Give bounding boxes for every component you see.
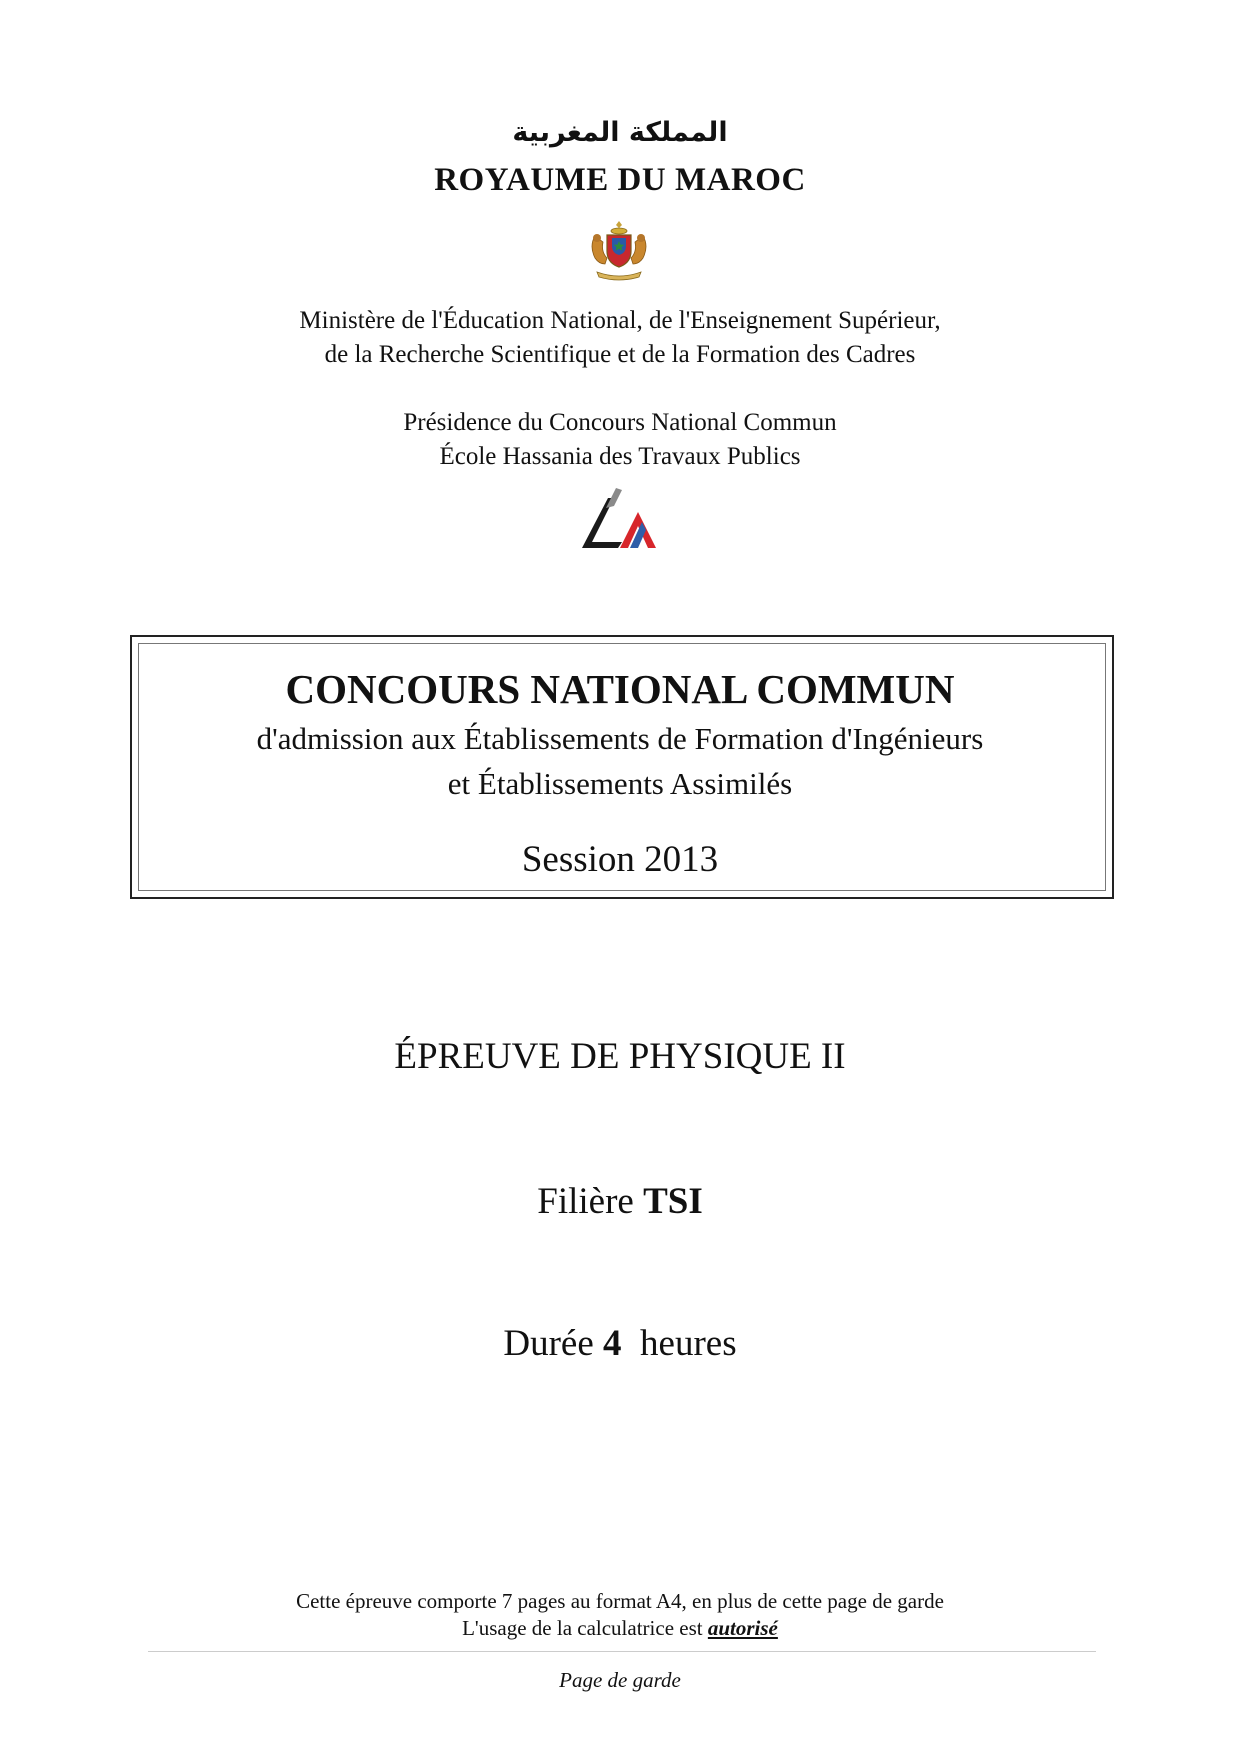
calculator-note: [0, 1615, 1240, 1642]
presidency-block: [0, 406, 1240, 474]
track-line: [0, 1180, 1240, 1223]
footer-divider: [148, 1651, 1096, 1652]
calculator-prefix: L'usage de la calculatrice est: [462, 1616, 703, 1640]
footer-note: [0, 1588, 1240, 1642]
pages-note: Cette épreuve comporte 7 pages au format A4, en plus de cette page de garde: [296, 1589, 944, 1613]
duration-value: 4: [603, 1323, 622, 1364]
ministry-line-2: de la Recherche Scientifique et de la Formation des Cadres: [324, 341, 916, 368]
contest-title: CONCOURS NATIONAL COMMUN: [285, 666, 955, 712]
contest-subtitle: [0, 716, 1240, 806]
track-value: TSI: [643, 1181, 703, 1222]
duration-prefix: Durée: [503, 1323, 594, 1364]
presidency-line-2: École Hassania des Travaux Publics: [439, 443, 801, 470]
session-label: Session 2013: [521, 839, 719, 880]
ehtp-logo-icon: [578, 484, 662, 552]
arabic-country-title: المملكة المغربية: [512, 117, 728, 148]
duration-unit: heures: [640, 1323, 737, 1364]
contest-subtitle-line-1: d'admission aux Établissements de Formation d'Ingénieurs: [256, 721, 984, 756]
ministry-line-1: Ministère de l'Éducation National, de l'Enseignement Supérieur,: [299, 307, 941, 334]
contest-subtitle-line-2: et Établissements Assimilés: [447, 766, 793, 801]
page-label: Page de garde: [559, 1668, 681, 1692]
calculator-status: autorisé: [707, 1616, 778, 1640]
ministry-block: [0, 304, 1240, 372]
morocco-coat-of-arms-icon: [583, 218, 655, 282]
presidency-line-1: Présidence du Concours National Commun: [403, 409, 837, 436]
duration-line: [0, 1322, 1240, 1365]
exam-title: ÉPREUVE DE PHYSIQUE II: [394, 1036, 846, 1077]
track-prefix: Filière: [537, 1181, 634, 1222]
country-title: ROYAUME DU MAROC: [434, 162, 806, 198]
